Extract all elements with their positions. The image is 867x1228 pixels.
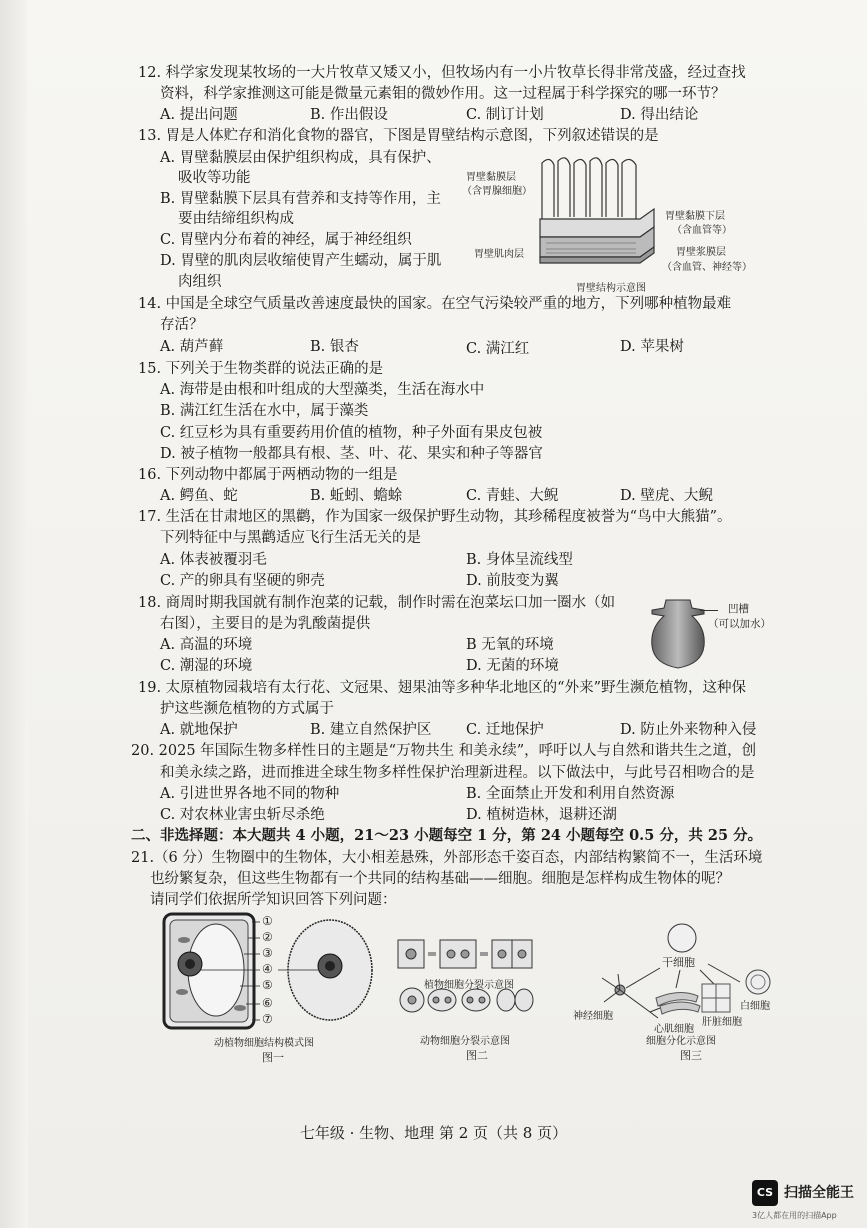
stem-cell (668, 924, 696, 952)
cell-label-6: ⑥ (262, 996, 273, 1010)
camscanner-watermark (752, 1180, 862, 1222)
q17-option-d: D. 前肢变为翼 (466, 573, 559, 589)
q20-option-c: C. 对农林业害虫斩尽杀绝 (160, 807, 325, 823)
plant-division-caption: 植物细胞分裂示意图 (424, 980, 514, 991)
scan-margin-shadow (0, 0, 28, 1228)
q18-option-b: B 无氧的环境 (466, 637, 554, 653)
q21-line2: 也纷繁复杂，但这些生物都有一个共同的结构基础——细胞。细胞是怎样构成生物体的呢？ (150, 871, 730, 887)
q13-stem: 13. 胃是人体贮存和消化食物的器官，下图是胃壁结构示意图，下列叙述错误的是 (138, 128, 659, 144)
q18-option-a: A. 高温的环境 (160, 637, 253, 653)
q20-option-a: A. 引进世界各地不同的物种 (160, 786, 340, 802)
label-nerve-cell: 神经细胞 (573, 1011, 613, 1022)
label-white-blood-cell: 白细胞 (740, 1001, 770, 1012)
stomach-caption: 胃壁结构示意图 (576, 283, 646, 294)
label-serosa: 胃壁浆膜层 (676, 247, 726, 258)
cell-label-4: ④ (262, 962, 273, 976)
camscanner-name: 扫描全能王 (784, 1185, 854, 1201)
q13-option-d-1: D. 胃壁的肌肉层收缩使胃产生蠕动，属于肌 (160, 253, 442, 269)
q13-option-c: C. 胃壁内分布着的神经，属于神经组织 (160, 232, 412, 248)
fig3-caption: 细胞分化示意图 (646, 1036, 716, 1047)
q19-line2: 护这些濒危植物的方式属于 (160, 701, 334, 717)
q16-option-a: A. 鳄鱼、蛇 (160, 488, 238, 504)
label-heart-cell: 心肌细胞 (654, 1024, 694, 1035)
section-two-heading: 二、非选择题：本大题共 4 小题，21～23 小题每空 1 分，第 24 小题每空 0.5 分，共 25 分。 (131, 827, 763, 844)
q18-line2: 右图），主要目的是为乳酸菌提供 (160, 616, 371, 632)
q14-option-d: D. 苹果树 (620, 339, 684, 355)
q15-option-c: C. 红豆杉为具有重要药用价值的植物，种子外面有果皮包被 (160, 425, 543, 441)
q19-option-c: C. 迁地保护 (466, 722, 544, 738)
label-stem-cell: 干细胞 (662, 956, 695, 969)
cell-label-2: ② (262, 930, 273, 944)
q14-option-b: B. 银杏 (310, 339, 359, 355)
q20-option-b: B. 全面禁止开发和利用自然资源 (466, 786, 675, 802)
label-groove: 凹槽 (728, 603, 749, 615)
q19-option-a: A. 就地保护 (160, 722, 238, 738)
label-submucosa: 胃壁黏膜下层 (665, 211, 725, 222)
q13-option-b-1: B. 胃壁黏膜下层具有营养和支持等作用，主 (160, 191, 441, 207)
q16-option-c: C. 青蛙、大鲵 (466, 488, 559, 504)
q14-line2: 存活？ (160, 317, 204, 333)
q17-option-b: B. 身体呈流线型 (466, 552, 573, 568)
stomach-wall-diagram (536, 155, 664, 275)
q21-line3: 请同学们依据所学知识回答下列问题： (150, 892, 397, 908)
q12-option-c: C. 制订计划 (466, 107, 544, 123)
q15-option-b: B. 满江红生活在水中，属于藻类 (160, 403, 369, 419)
q12-option-a: A. 提出问题 (160, 107, 238, 123)
q13-option-a-1: A. 胃壁黏膜层由保护组织构成，具有保护、 (160, 150, 441, 166)
q19-option-d: D. 防止外来物种入侵 (620, 722, 757, 738)
liver-cell (702, 984, 730, 1012)
q12-line2: 资料，科学家推测这可能是微量元素钼的微妙作用。这一过程属于科学探究的哪一环节？ (160, 86, 726, 102)
page-footer: 七年级 · 生物、地理 第 2 页（共 8 页） (299, 1124, 568, 1142)
label-liver-cell: 肝脏细胞 (702, 1017, 742, 1028)
fig1-caption: 动植物细胞结构模式图 (214, 1038, 314, 1049)
label-submucosa-note: （含血管等） (672, 225, 732, 236)
q14-line1: 14. 中国是全球空气质量改善速度最快的国家。在空气污染较严重的地方，下列哪种植物最难 (138, 296, 732, 312)
q17-option-c: C. 产的卵具有坚硬的卵壳 (160, 573, 325, 589)
cell-label-7: ⑦ (262, 1012, 273, 1026)
heart-muscle-cell (656, 992, 700, 1014)
q19-option-b: B. 建立自然保护区 (310, 722, 432, 738)
q12-option-d: D. 得出结论 (620, 107, 699, 123)
q16-option-d: D. 壁虎、大鲵 (620, 488, 713, 504)
label-groove-note: （可以加水） (708, 618, 771, 630)
fig2-name: 图二 (466, 1049, 488, 1062)
label-serosa-note: （含血管、神经等） (662, 262, 752, 273)
q20-line1: 20. 2025 年国际生物多样性日的主题是“万物共生 和美永续”，呼吁以人与自然和谐共生之道，创 (131, 743, 757, 759)
plant-cell-division (398, 940, 532, 968)
label-muscle: 胃壁肌肉层 (474, 249, 524, 260)
animal-division-caption: 动物细胞分裂示意图 (420, 1036, 510, 1047)
q17-line1: 17. 生活在甘肃地区的黑鹳，作为国家一级保护野生动物，其珍稀程度被誉为“鸟中大熊猫”。 (138, 509, 732, 525)
q15-stem: 15. 下列关于生物类群的说法正确的是 (138, 361, 384, 377)
q14-option-c: C. 满江红 (466, 341, 530, 357)
cell-label-1: ① (262, 914, 273, 928)
q16-stem: 16. 下列动物中都属于两栖动物的一组是 (138, 467, 398, 483)
q14-option-a: A. 葫芦藓 (160, 339, 224, 355)
white-blood-cell (746, 970, 770, 994)
fig3-name: 图三 (680, 1049, 702, 1062)
camscanner-tagline: 3亿人都在用的扫描App (752, 1211, 837, 1220)
q18-line1: 18. 商周时期我国就有制作泡菜的记载，制作时需在泡菜坛口加一圈水（如 (138, 595, 616, 611)
q20-option-d: D. 植树造林，退耕还湖 (466, 807, 617, 823)
pickle-jar-image (648, 598, 708, 670)
q13-option-a-2: 吸收等功能 (178, 170, 251, 186)
q15-option-d: D. 被子植物一般都具有根、茎、叶、花、果实和种子等器官 (160, 446, 543, 462)
cell-label-3: ③ (262, 946, 273, 960)
groove-pointer (700, 610, 718, 611)
plant-cell (164, 914, 254, 1028)
q18-option-d: D. 无菌的环境 (466, 658, 559, 674)
q18-option-c: C. 潮湿的环境 (160, 658, 253, 674)
q19-line1: 19. 太原植物园栽培有太行花、文冠果、翅果油等多种华北地区的“外来”野生濒危植物，这种保 (138, 680, 746, 696)
q17-line2: 下列特征中与黑鹳适应飞行生活无关的是 (160, 530, 421, 546)
q12-line1: 12. 科学家发现某牧场的一大片牧草又矮又小，但牧场内有一小片牧草长得非常茂盛，经过查找 (138, 65, 746, 81)
camscanner-logo-icon: CS (752, 1180, 778, 1206)
q20-line2: 和美永续之路，进而推进全球生物多样性保护治理新进程。以下做法中，与此号召相吻合的是 (160, 765, 755, 781)
q17-option-a: A. 体表被覆羽毛 (160, 552, 267, 568)
q12-option-b: B. 作出假设 (310, 107, 388, 123)
q13-option-d-2: 肉组织 (178, 274, 222, 290)
label-mucosa-note: （含胃腺细胞） (462, 186, 532, 197)
fig1-name: 图一 (262, 1051, 284, 1064)
q16-option-b: B. 蚯蚓、蟾蜍 (310, 488, 403, 504)
q15-option-a: A. 海带是由根和叶组成的大型藻类，生活在海水中 (160, 382, 485, 398)
animal-cell-division (400, 988, 533, 1012)
q13-option-b-2: 要由结缔组织构成 (178, 211, 294, 227)
cell-label-5: ⑤ (262, 978, 273, 992)
q21-line1: 21.（6 分）生物圈中的生物体，大小相差悬殊，外部形态千姿百态，内部结构繁简不一，生活环境 (131, 850, 763, 866)
label-mucosa: 胃壁黏膜层 (466, 172, 516, 183)
